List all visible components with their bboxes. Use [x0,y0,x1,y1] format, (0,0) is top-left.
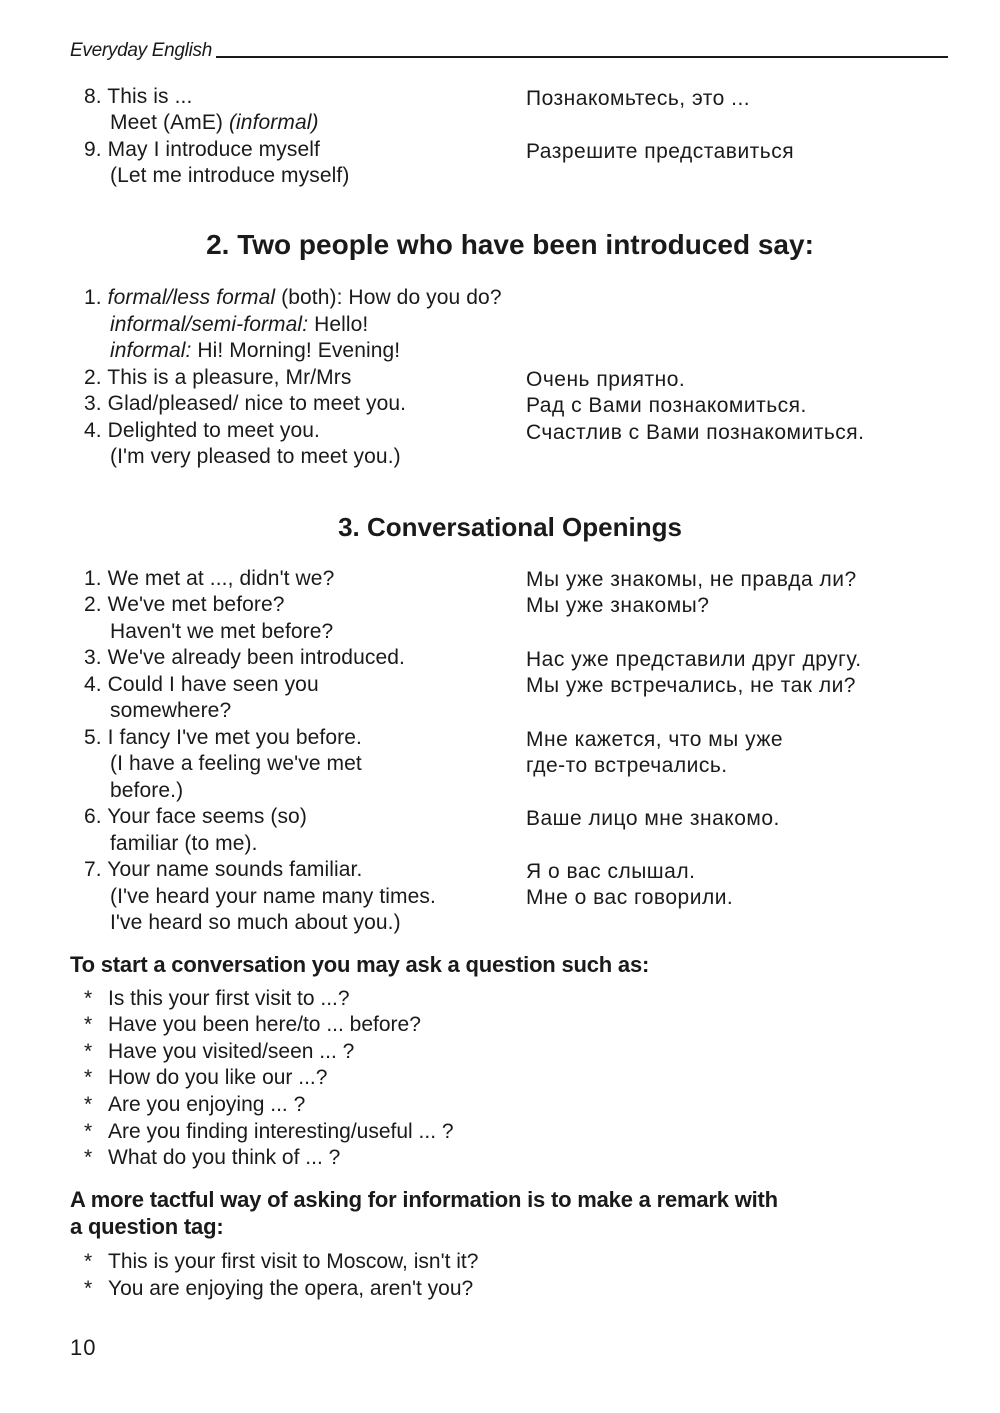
english-phrase: 2. We've met before? [84,593,285,616]
list-item-text: You are enjoying the opera, aren't you? [108,1277,474,1300]
item-number: 1. [84,286,102,309]
list-item-text: Have you been here/to ... before? [108,1013,421,1036]
english-phrase: before.) [110,779,184,802]
phrase-line [110,110,319,136]
item-number: 9. [84,138,102,161]
bullet-marker: * [84,1066,93,1089]
phrase-line [110,338,400,364]
bullet-marker: * [84,1277,93,1300]
russian-translation: Мы уже встречались, не так ли? [526,674,856,697]
list-item-text: What do you think of ... ? [108,1146,341,1169]
bullet-marker: * [84,1250,93,1273]
list-item-text: This is your first visit to Moscow, isn't it? [108,1250,479,1273]
english-phrase: 5. I fancy I've met you before. [84,726,362,749]
english-phrase: Hi! Morning! Evening! [197,339,401,362]
english-phrase: 1. We met at ..., didn't we? [84,567,335,590]
phrase-line [84,137,320,163]
russian-translation: Мы уже знакомы, не правда ли? [526,568,857,591]
english-phrase: 2. This is a pleasure, Mr/Mrs [84,366,352,389]
bullet-marker: * [84,1093,93,1116]
russian-translation: Мы уже знакомы? [526,594,710,617]
english-phrase: 6. Your face seems (so) [84,805,307,828]
subheading: To start a conversation you may ask a question such as: [70,952,650,977]
phrase-line [84,84,192,110]
english-phrase: (Let me introduce myself) [110,164,350,187]
bullet-marker: * [84,987,93,1010]
russian-translation: Счастлив с Вами познакомиться. [526,421,865,444]
bullet-marker: * [84,1120,93,1143]
english-phrase: 4. Could I have seen you [84,673,319,696]
russian-translation: где-то встречались. [526,754,728,777]
english-phrase: (I'm very pleased to meet you.) [110,445,401,468]
russian-translation: Мне о вас говорили. [526,886,734,909]
bullet-marker: * [84,1146,93,1169]
russian-translation: Разрешите представиться [526,140,795,163]
list-item-text: Have you visited/seen ... ? [108,1040,355,1063]
english-phrase: (I've heard your name many times. [110,885,436,908]
russian-translation: Познакомьтесь, это ... [526,87,751,110]
list-item [84,1276,473,1302]
list-item-text: Are you enjoying ... ? [108,1093,306,1116]
register-note: informal/semi-formal: [110,313,309,336]
header-rule [216,56,948,58]
register-note: formal/less formal [107,286,276,309]
english-phrase: 3. Glad/pleased/ nice to meet you. [84,392,407,415]
russian-translation: Ваше лицо мне знакомо. [526,807,780,830]
subheading: a question tag: [70,1214,224,1239]
phrase-line [84,285,502,311]
section-title: 3. Conversational Openings [338,512,682,542]
list-item [84,1145,340,1171]
list-item [84,1065,327,1091]
bullet-marker: * [84,1013,93,1036]
russian-translation: Очень приятно. [526,368,686,391]
russian-translation: Рад с Вами познакомиться. [526,394,807,417]
list-item [84,1012,421,1038]
english-phrase: Haven't we met before? [110,620,334,643]
running-header [70,38,948,62]
register-note: (informal) [228,111,319,134]
bullet-marker: * [84,1040,93,1063]
list-item [84,1092,305,1118]
list-item [84,1119,454,1145]
page-number: 10 [70,1335,97,1360]
list-item [84,986,350,1012]
english-phrase: familiar (to me). [110,832,258,855]
subheading: A more tactful way of asking for information is to make a remark with [70,1187,778,1212]
english-phrase: I've heard so much about you.) [110,911,401,934]
list-item-text: How do you like our ...? [108,1066,328,1089]
item-number: 8. [84,85,102,108]
russian-translation: Мне кажется, что мы уже [526,728,784,751]
register-note: informal: [110,339,192,362]
english-phrase: somewhere? [110,699,232,722]
english-phrase: May I introduce myself [107,138,320,161]
list-item-text: Are you finding interesting/useful ... ? [108,1120,454,1143]
phrase-line [110,312,368,338]
english-phrase: Meet (AmE) [110,111,224,134]
english-phrase: 4. Delighted to meet you. [84,419,320,442]
english-phrase: (I have a feeling we've met [110,752,362,775]
header-title: Everyday English [70,40,212,61]
russian-translation: Я о вас слышал. [526,860,696,883]
russian-translation: Нас уже представили друг другу. [526,648,862,671]
english-phrase: Hello! [314,313,369,336]
section-title: 2. Two people who have been introduced say: [206,229,814,260]
english-phrase: This is ... [107,85,193,108]
english-phrase: 3. We've already been introduced. [84,646,405,669]
english-phrase: (both): How do you do? [281,286,502,309]
list-item-text: Is this your first visit to ...? [108,987,350,1010]
english-phrase: 7. Your name sounds familiar. [84,858,363,881]
list-item [84,1039,354,1065]
list-item [84,1249,478,1275]
